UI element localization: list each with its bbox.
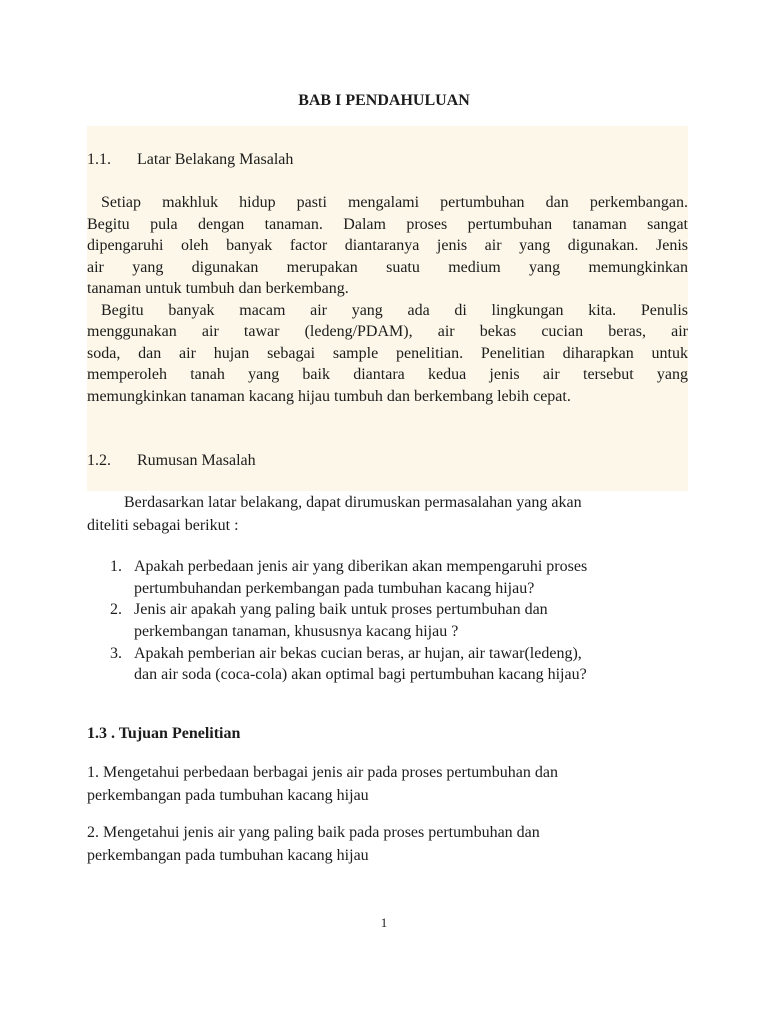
paragraph-line: menggunakan air tawar (ledeng/PDAM), air bekas cucian beras, air [87, 323, 688, 340]
paragraph-line: air yang digunakan merupakan suatu medium yang memungkinkan [87, 259, 688, 276]
paragraph-line: soda, dan air hujan sebagai sample penelitian. Penelitian diharapkan untuk [87, 345, 688, 362]
list-item-line: Apakah pemberian air bekas cucian beras, ar hujan, air tawar(ledeng), [134, 645, 582, 662]
list-number: 1. [110, 558, 122, 575]
list-item-line: perkembangan tanaman, khususnya kacang hijau ? [134, 623, 459, 640]
paragraph-line: perkembangan pada tumbuhan kacang hijau [87, 787, 369, 804]
list-number: 2. [110, 601, 122, 618]
list-item-line: Jenis air apakah yang paling baik untuk proses pertumbuhan dan [134, 601, 548, 618]
list-item-line: dan air soda (coca-cola) akan optimal bagi pertumbuhan kacang hijau? [134, 666, 587, 683]
paragraph-line: Setiap makhluk hidup pasti mengalami pertumbuhan dan perkembangan. [101, 194, 688, 211]
paragraph-line: 2. Mengetahui jenis air yang paling baik pada proses pertumbuhan dan [87, 824, 540, 841]
paragraph-line: 1. Mengetahui perbedaan berbagai jenis air pada proses pertumbuhan dan [87, 764, 558, 781]
section-heading-text: Rumusan Masalah [137, 452, 256, 469]
page-number: 1 [380, 915, 388, 930]
paragraph-line: perkembangan pada tumbuhan kacang hijau [87, 847, 369, 864]
section-heading-1-3: 1.3 . Tujuan Penelitian [87, 725, 241, 742]
paragraph-line: diteliti sebagai berikut : [87, 517, 239, 534]
paragraph-line: memperoleh tanah yang baik diantara kedua jenis air tersebut yang [87, 366, 688, 383]
paragraph-line: Berdasarkan latar belakang, dapat dirumuskan permasalahan yang akan [124, 494, 582, 511]
paragraph-line: dipengaruhi oleh banyak factor diantaranya jenis air yang digunakan. Jenis [87, 237, 688, 254]
section-number: 1.1. [87, 151, 111, 168]
page-title: BAB I PENDAHULUAN [298, 92, 470, 109]
paragraph-line: tanaman untuk tumbuh dan berkembang. [87, 280, 349, 297]
paragraph-line: memungkinkan tanaman kacang hijau tumbuh dan berkembang lebih cepat. [87, 388, 571, 405]
paragraph-line: Begitu pula dengan tanaman. Dalam proses pertumbuhan tanaman sangat [87, 216, 688, 233]
section-heading-1-2 [87, 451, 688, 471]
section-number: 1.2. [87, 452, 111, 469]
list-item-line: pertumbuhandan perkembangan pada tumbuhan kacang hijau? [134, 580, 535, 597]
paragraph-line: Begitu banyak macam air yang ada di lingkungan kita. Penulis [101, 302, 688, 319]
list-number: 3. [110, 645, 122, 662]
list-item-line: Apakah perbedaan jenis air yang diberikan akan mempengaruhi proses [134, 558, 588, 575]
section-heading-text: Latar Belakang Masalah [137, 151, 294, 168]
section-heading-1-1 [87, 150, 688, 170]
